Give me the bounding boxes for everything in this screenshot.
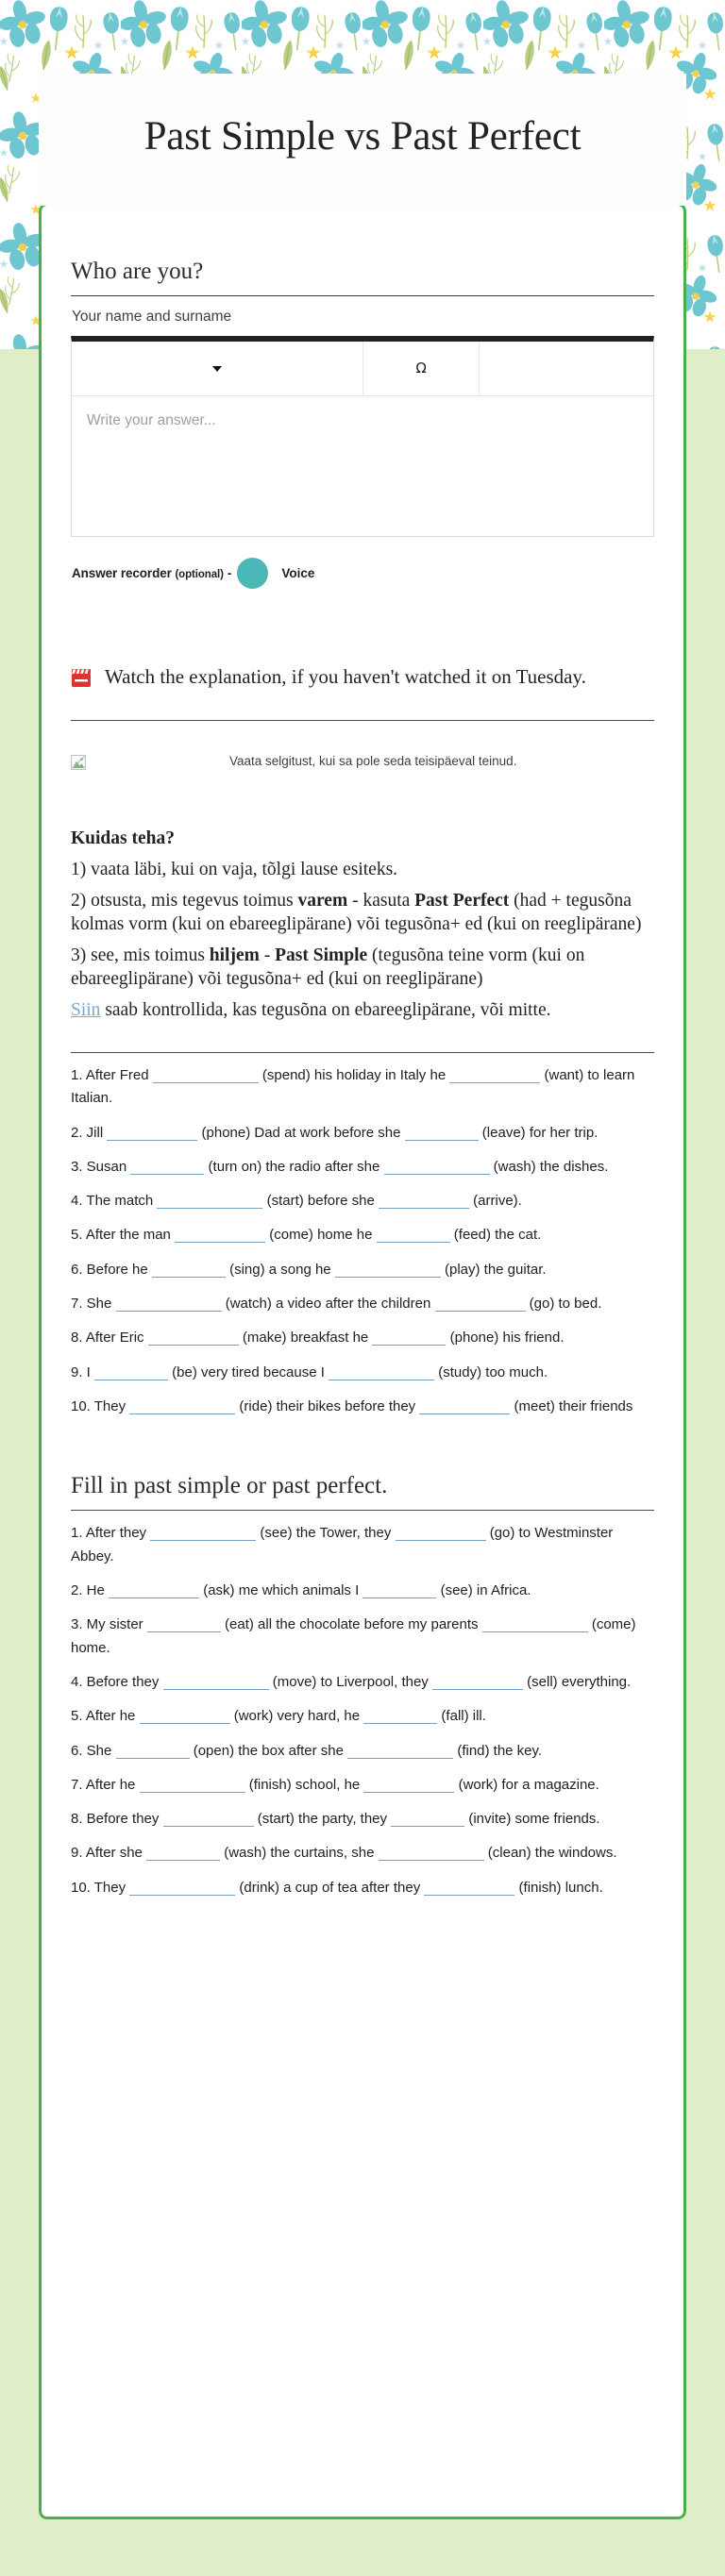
exercise-item-verb-2: (play) the guitar. (440, 1261, 547, 1278)
exercise-item-verb-2: (feed) the cat. (449, 1227, 542, 1244)
answer-blank[interactable] (116, 1745, 190, 1759)
video-embed-row[interactable] (71, 753, 654, 771)
answer-blank[interactable] (130, 1161, 204, 1175)
exercise-item-verb-1: (work) very hard, he (229, 1708, 364, 1725)
exercise-1-list (71, 1064, 654, 1418)
exercise-item-verb-1: (watch) a video after the children (221, 1296, 435, 1312)
exercise-item-verb-1: (be) very tired because I (168, 1363, 329, 1380)
worksheet-sheet (39, 203, 686, 2519)
exercise-item-verb-1: (see) the Tower, they (256, 1525, 396, 1542)
exercise-item (71, 1362, 654, 1384)
exercise-item (71, 1122, 654, 1145)
howto-emph-hiljem: hiljem (209, 945, 260, 966)
exercise-item-verb-1: (open) the box after she (189, 1742, 348, 1759)
answer-blank[interactable] (157, 1195, 262, 1209)
exercise-item-verb-2: (clean) the windows. (483, 1845, 617, 1862)
exercise-item-verb-2: (study) too much. (434, 1363, 548, 1380)
answer-blank[interactable] (129, 1400, 235, 1414)
exercise-item (71, 1522, 654, 1568)
exercise-item-verb-1: (ask) me which animals I (199, 1582, 363, 1599)
answer-blank[interactable] (372, 1331, 446, 1346)
howto-step-2-part-c: - kasuta (347, 891, 415, 912)
video-instruction-text: Watch the explanation, if you haven't watched it on Tuesday. (105, 665, 586, 689)
exercise-item-verb-2: (finish) lunch. (514, 1879, 603, 1896)
exercise-item-prompt: 7. After he (71, 1776, 140, 1793)
exercise-item-verb-1: (start) before she (262, 1193, 379, 1210)
exercise-item-verb-1: (come) home he (265, 1227, 377, 1244)
recorder-dash: - (227, 566, 232, 581)
howto-step-2-part-e: (had + tegusõna kolmas vorm (kui on ebareeglipärane) või tegusõna+ ed (kui on reeglipärane) (71, 891, 642, 934)
exercise-item (71, 1671, 654, 1694)
exercise-item-verb-1: (ride) their bikes before they (235, 1397, 420, 1414)
exercise-2-section (71, 1471, 654, 1899)
exercise-item-prompt: 5. After he (71, 1708, 140, 1725)
exercise-item-verb-2: (phone) his friend. (446, 1330, 565, 1347)
exercise-item-verb-2: (go) to Westminster Abbey. (71, 1525, 614, 1564)
exercise-item-prompt: 6. Before he (71, 1261, 152, 1278)
special-character-button[interactable] (362, 342, 479, 396)
exercise-item (71, 1877, 654, 1899)
toolbar-extra-area[interactable] (479, 342, 653, 396)
howto-check-rest: saab kontrollida, kas tegusõna on ebareeglipärane, või mitte. (100, 1000, 551, 1021)
answer-blank[interactable] (419, 1400, 510, 1414)
identity-field-label: Your name and surname (72, 309, 232, 326)
exercise-item (71, 1259, 654, 1281)
answer-blank[interactable] (146, 1847, 220, 1861)
divider (71, 720, 654, 721)
recorder-optional-note: (optional) (175, 569, 224, 581)
exercise-item-verb-1: (turn on) the radio after she (204, 1158, 384, 1175)
identity-section (71, 257, 654, 589)
exercise-item-prompt: 1. After they (71, 1525, 151, 1542)
exercise-item-prompt: 5. After the man (71, 1227, 176, 1244)
title-card (39, 74, 686, 206)
exercise-item (71, 1190, 654, 1213)
exercise-item (71, 1774, 654, 1797)
video-section (71, 664, 654, 771)
omega-icon: Ω (415, 360, 427, 377)
spacer (71, 589, 654, 664)
spacer (71, 1430, 654, 1471)
exercise-item-verb-2: (come) home. (71, 1616, 636, 1656)
recorder-label: Answer recorder (optional) (72, 566, 224, 581)
howto-emph-past-perfect: Past Perfect (414, 891, 510, 912)
divider (71, 1510, 654, 1511)
exercise-item-verb-1: (sing) a song he (225, 1261, 335, 1278)
answer-blank[interactable] (384, 1161, 490, 1175)
exercise-item-prompt: 4. Before they (71, 1673, 163, 1690)
answer-blank[interactable] (335, 1263, 441, 1278)
exercise-item (71, 1327, 654, 1349)
exercise-item (71, 1705, 654, 1728)
editor-toolbar[interactable] (72, 342, 653, 396)
answer-blank[interactable] (379, 1195, 469, 1209)
exercise-item (71, 1614, 654, 1660)
exercise-item-prompt: 8. Before they (71, 1811, 163, 1828)
answer-blank[interactable] (329, 1366, 434, 1380)
exercise-item (71, 1293, 654, 1315)
exercise-item-prompt: 6. She (71, 1742, 116, 1759)
answer-blank[interactable] (424, 1882, 514, 1896)
answer-blank[interactable] (405, 1127, 479, 1141)
answer-placeholder: Write your answer... (87, 412, 216, 429)
exercise-item-verb-2: (see) in Africa. (436, 1582, 531, 1599)
answer-blank[interactable] (379, 1847, 484, 1861)
exercise-item-verb-1: (start) the party, they (253, 1811, 392, 1828)
answer-blank[interactable] (148, 1331, 239, 1346)
answer-blank[interactable] (94, 1366, 168, 1380)
howto-heading: Kuidas teha? (71, 828, 175, 849)
video-note (71, 664, 654, 690)
style-dropdown-button[interactable] (72, 342, 362, 396)
exercise-item-prompt: 8. After Eric (71, 1330, 148, 1347)
answer-blank[interactable] (109, 1584, 199, 1598)
divider (71, 295, 654, 296)
exercise-item-verb-1: (spend) his holiday in Italy he (258, 1066, 450, 1083)
exercise-item-verb-2: (want) to learn Italian. (71, 1066, 635, 1107)
howto-step-3-part-a: 3) see, mis toimus (71, 945, 210, 966)
answer-blank[interactable] (147, 1618, 221, 1632)
answer-input[interactable] (72, 396, 653, 536)
identity-question: Who are you? (71, 259, 204, 284)
exercise-item-verb-1: (eat) all the chocolate before my parents (220, 1616, 482, 1633)
exercise-item-verb-2: (wash) the dishes. (489, 1158, 609, 1175)
answer-blank[interactable] (363, 1710, 437, 1724)
howto-step-2 (71, 890, 654, 936)
divider (71, 1052, 654, 1053)
exercise-item-prompt: 3. Susan (71, 1158, 131, 1175)
answer-blank[interactable] (153, 1069, 259, 1083)
answer-blank[interactable] (140, 1779, 245, 1793)
answer-blank[interactable] (482, 1618, 588, 1632)
exercise-item-prompt: 4. The match (71, 1193, 158, 1210)
exercise-item-verb-1: (drink) a cup of tea after they (235, 1879, 425, 1896)
answer-blank[interactable] (140, 1710, 230, 1724)
exercise-item-verb-2: (go) to bed. (525, 1296, 602, 1312)
exercise-item-verb-1: (wash) the curtains, she (220, 1845, 379, 1862)
exercise-item-prompt: 10. They (71, 1397, 130, 1414)
howto-check-line (71, 999, 654, 1023)
exercise-item-verb-2: (arrive). (469, 1193, 522, 1210)
howto-step-2-part-a: 2) otsusta, mis tegevus toimus (71, 891, 298, 912)
voice-label: Voice (281, 566, 315, 581)
exercise-item-prompt: 2. Jill (71, 1124, 108, 1141)
answer-blank[interactable] (107, 1127, 197, 1141)
exercise-item-verb-2: (fall) ill. (437, 1708, 486, 1725)
exercise-2-list (71, 1522, 654, 1899)
spacer (71, 690, 654, 720)
answer-blank[interactable] (377, 1229, 450, 1243)
video-caption: Vaata selgitust, kui sa pole seda teisipäeval teinud. (229, 754, 517, 769)
exercise-item-verb-2: (sell) everything. (522, 1673, 632, 1690)
answer-blank[interactable] (129, 1882, 235, 1896)
howto-section (71, 828, 654, 1023)
clapperboard-icon (71, 668, 92, 688)
exercise-item-prompt: 7. She (71, 1296, 116, 1312)
exercise-item (71, 1580, 654, 1602)
exercise-item (71, 1064, 654, 1111)
verb-checker-link[interactable]: Siin (71, 1000, 101, 1021)
answer-blank[interactable] (163, 1813, 254, 1827)
howto-emph-varem: varem (297, 891, 348, 912)
page-title: Past Simple vs Past Perfect (143, 113, 582, 159)
answer-blank[interactable] (363, 1779, 454, 1793)
broken-image-icon (71, 755, 86, 770)
exercise-item-verb-2: (invite) some friends. (464, 1811, 600, 1828)
answer-blank[interactable] (435, 1297, 526, 1312)
howto-step-3-part-c: - (259, 945, 276, 966)
howto-emph-past-simple: Past Simple (275, 945, 368, 966)
answer-editor[interactable] (71, 336, 654, 537)
answer-recorder-row (72, 558, 654, 589)
answer-blank[interactable] (432, 1676, 523, 1690)
exercise-item-prompt: 9. I (71, 1363, 95, 1380)
spacer (71, 1031, 654, 1052)
howto-step-3-part-e: (tegusõna teine vorm (kui on ebareeglipärane) või tegusõna+ ed (kui on reeglipärane) (71, 945, 585, 989)
exercise-item (71, 1156, 654, 1179)
exercise-item-verb-2: (meet) their friends (510, 1397, 633, 1414)
answer-blank[interactable] (163, 1676, 269, 1690)
howto-step-3 (71, 945, 654, 991)
answer-blank[interactable] (391, 1813, 464, 1827)
exercise-item-verb-1: (move) to Liverpool, they (268, 1673, 432, 1690)
exercise-2-heading: Fill in past simple or past perfect. (71, 1473, 388, 1499)
answer-blank[interactable] (116, 1297, 222, 1312)
answer-blank[interactable] (362, 1584, 436, 1598)
answer-blank[interactable] (175, 1229, 265, 1243)
exercise-item-verb-2: (leave) for her trip. (478, 1124, 599, 1141)
exercise-item-prompt: 2. He (71, 1582, 110, 1599)
exercise-item (71, 1808, 654, 1831)
exercise-item (71, 1842, 654, 1865)
answer-blank[interactable] (347, 1745, 453, 1759)
exercise-item-verb-1: (make) breakfast he (238, 1330, 373, 1347)
exercise-item (71, 1740, 654, 1763)
exercise-item-prompt: 1. After Fred (71, 1066, 153, 1083)
exercise-item-verb-2: (work) for a magazine. (454, 1776, 599, 1793)
exercise-item (71, 1224, 654, 1246)
answer-blank[interactable] (449, 1069, 540, 1083)
exercise-item (71, 1396, 654, 1418)
exercise-item-prompt: 9. After she (71, 1845, 147, 1862)
exercise-item-prompt: 10. They (71, 1879, 130, 1896)
exercise-item-verb-2: (find) the key. (453, 1742, 543, 1759)
spacer (71, 771, 654, 828)
spacer (71, 732, 654, 753)
exercise-item-verb-1: (finish) school, he (244, 1776, 364, 1793)
exercise-item-verb-1: (phone) Dad at work before she (197, 1124, 405, 1141)
answer-blank[interactable] (152, 1263, 226, 1278)
answer-blank[interactable] (150, 1527, 256, 1541)
exercise-item-prompt: 3. My sister (71, 1616, 147, 1633)
answer-blank[interactable] (396, 1527, 486, 1541)
howto-step-1: 1) vaata läbi, kui on vaja, tõlgi lause esiteks. (71, 859, 398, 879)
voice-record-button[interactable] (237, 558, 268, 589)
chevron-down-icon (212, 366, 222, 372)
